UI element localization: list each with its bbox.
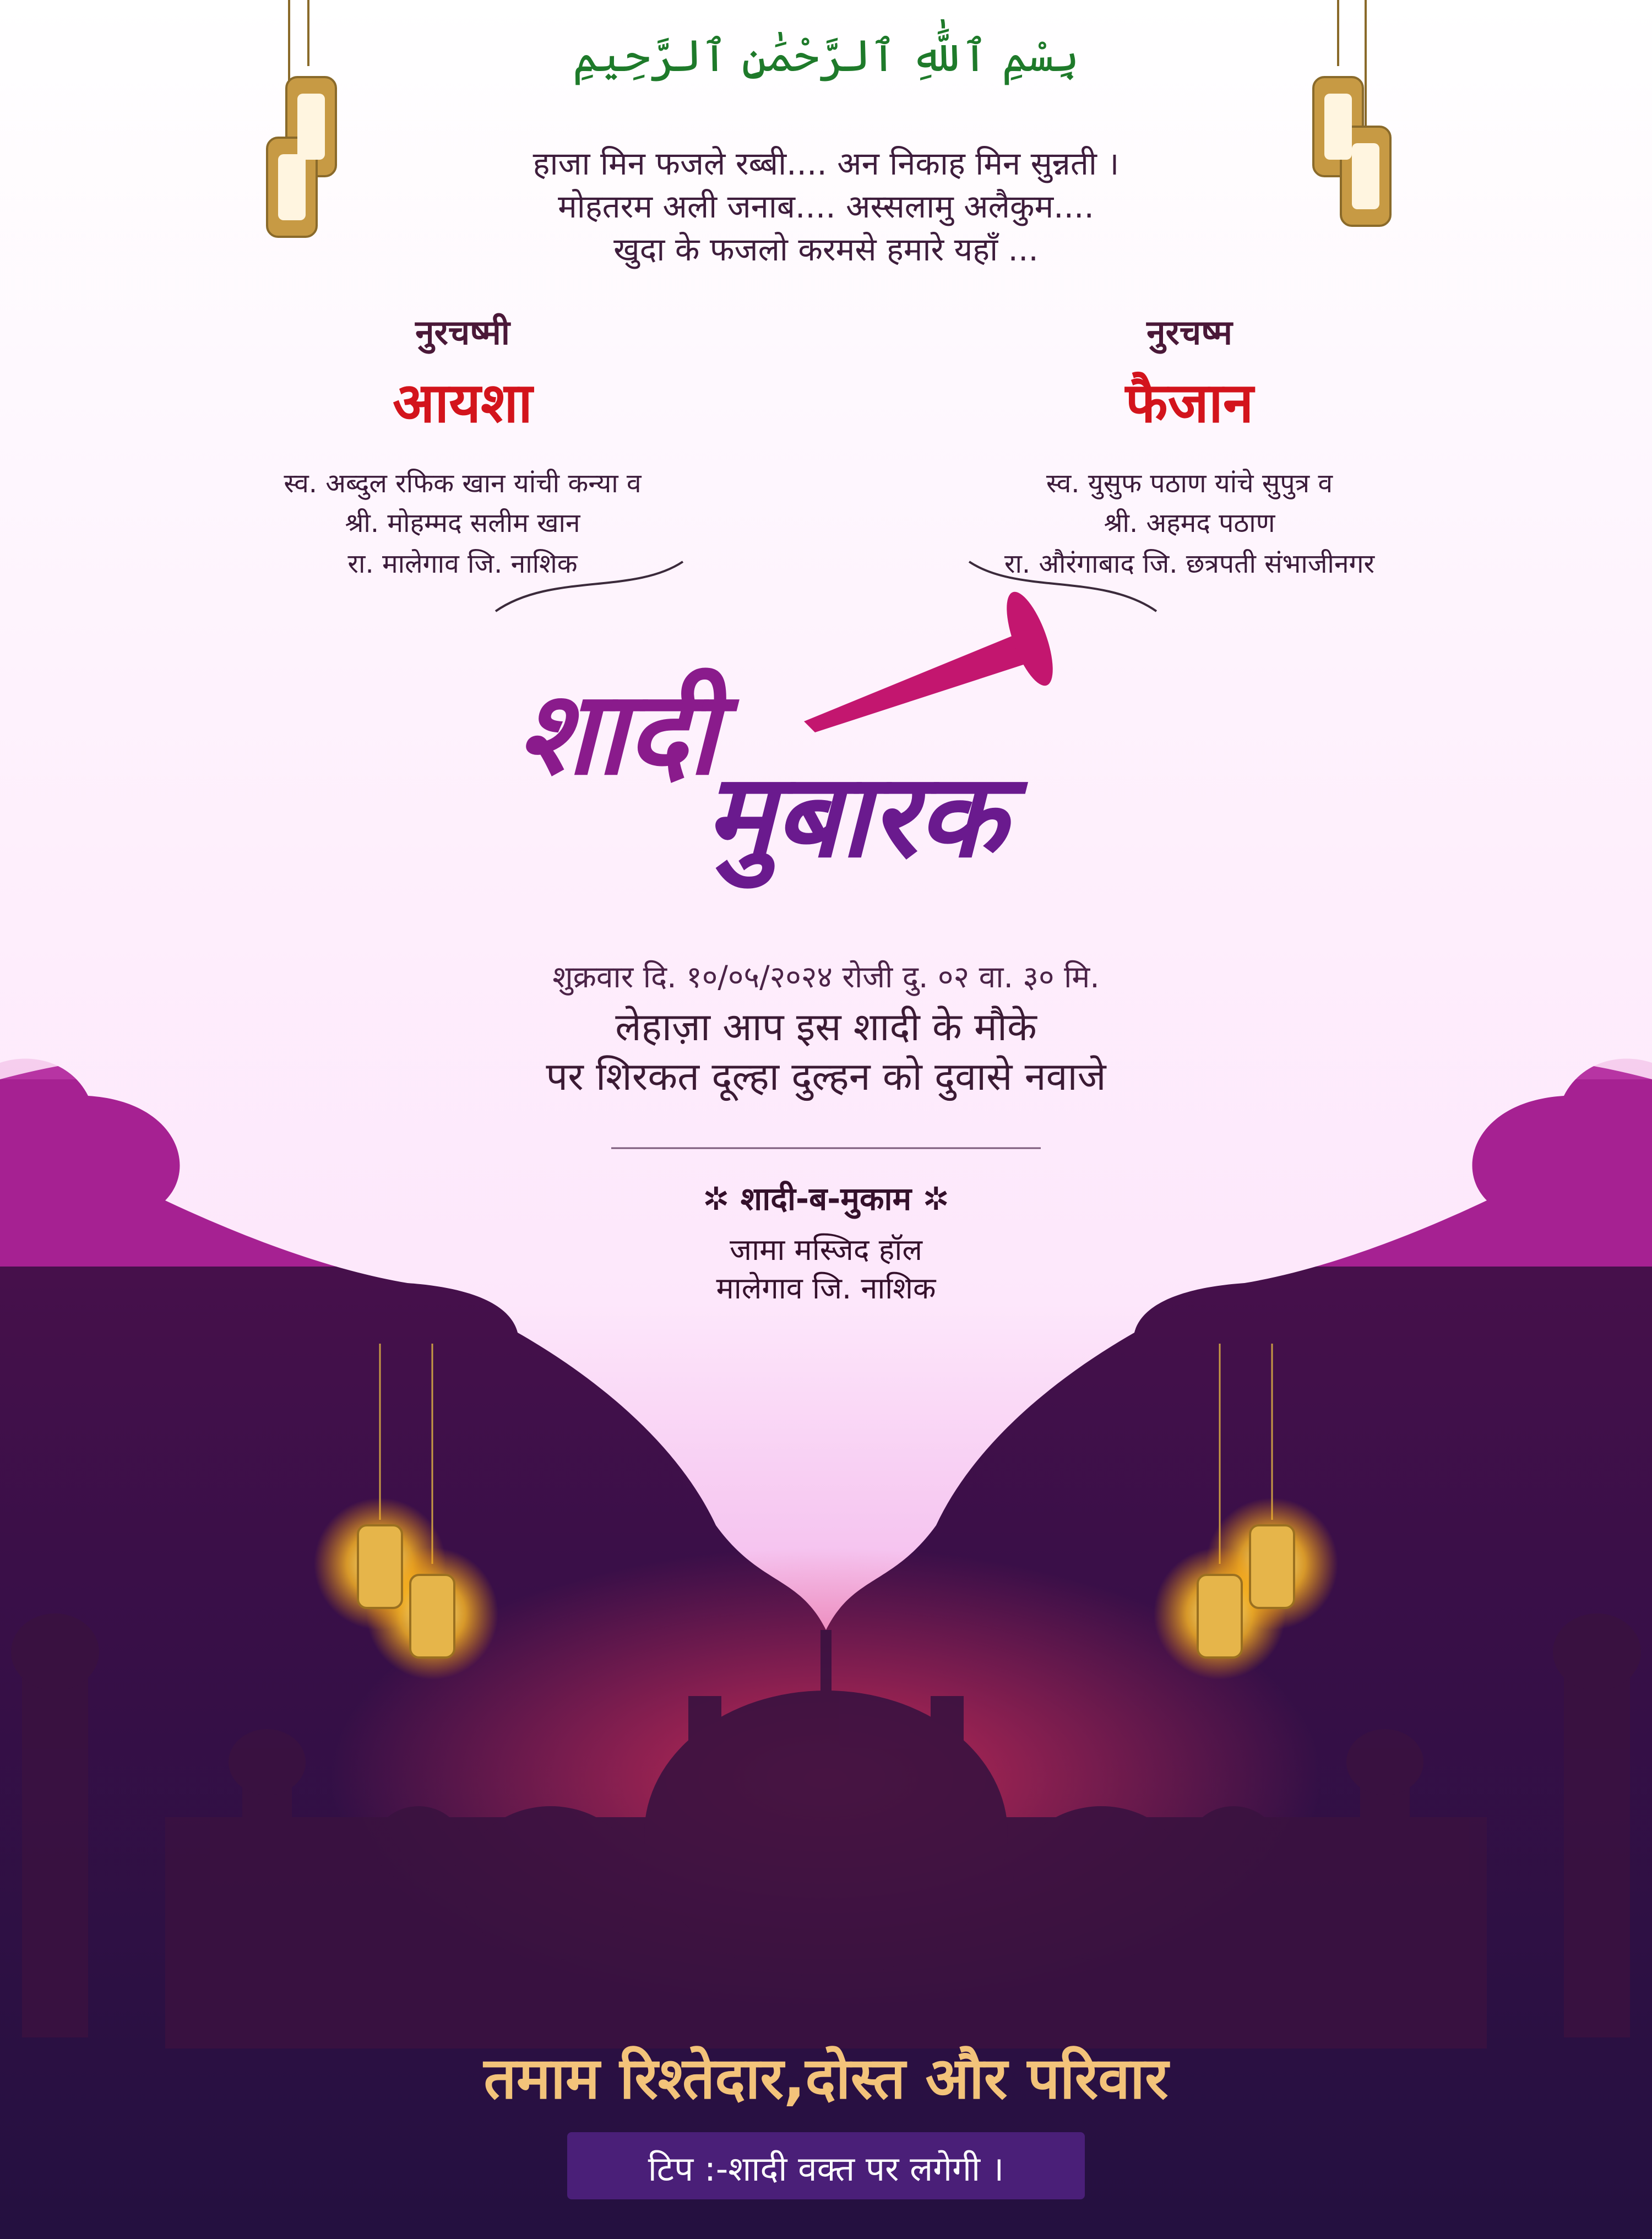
venue-heading: ✲ शादी-ब-मुकाम ✲ — [702, 1180, 950, 1218]
intro-line-1: हाजा मिन फजले रब्बी.... अन निकाह मिन सुन्नती । — [532, 145, 1120, 182]
event-datetime: शुक्रवार दि. १०/०५/२०२४ रोजी दु. ०२ वा. ३० मि. — [552, 959, 1100, 994]
title-word-2: मुबारक — [705, 747, 1007, 883]
bride-family-line-2: श्री. मोहम्मद सलीम खान — [345, 508, 580, 539]
bride-family-line-3: रा. मालेगाव जि. नाशिक — [347, 548, 578, 579]
groom-family-line-1: स्व. युसुफ पठाण यांचे सुपुत्र व — [1046, 468, 1333, 499]
bride-family-line-1: स्व. अब्दुल रफिक खान यांची कन्या व — [284, 468, 642, 499]
groom-family-line-2: श्री. अहमद पठाण — [1104, 508, 1275, 539]
bride-relation: नुरचष्मी — [415, 312, 510, 352]
venue-line-2: मालेगाव जि. नाशिक — [716, 1271, 936, 1306]
footer-hosts: तमाम रिश्तेदार,दोस्त और परिवार — [483, 2045, 1169, 2112]
invite-line-1: लेहाज़ा आप इस शादी के मौके — [615, 1004, 1037, 1050]
groom-name: फैजान — [1125, 371, 1254, 435]
groom-family-line-3: रा. औरंगाबाद जि. छत्रपती संभाजीनगर — [1004, 548, 1375, 579]
groom-relation: नुरचष्म — [1146, 312, 1232, 352]
bride-name: आयशा — [392, 371, 533, 435]
title-word-1: शादी — [518, 665, 718, 801]
invite-line-2: पर शिरकत दूल्हा दुल्हन को दुवासे नवाजे — [546, 1054, 1106, 1099]
bismillah-calligraphy: بِسْمِ ٱللَّٰهِ ٱلرَّحْمَٰنِ ٱلرَّحِيمِ — [572, 30, 1080, 81]
venue-line-1: जामा मस्जिद हॉल — [730, 1232, 922, 1267]
intro-line-3: खुदा के फजलो करमसे हमारे यहाँ ... — [613, 231, 1039, 268]
intro-line-2: मोहतरम अली जनाब.... अस्सलामु अलैकुम.... — [558, 188, 1094, 225]
tip-text: टिप :-शादी वक्त पर लगेगी । — [648, 2149, 1004, 2189]
